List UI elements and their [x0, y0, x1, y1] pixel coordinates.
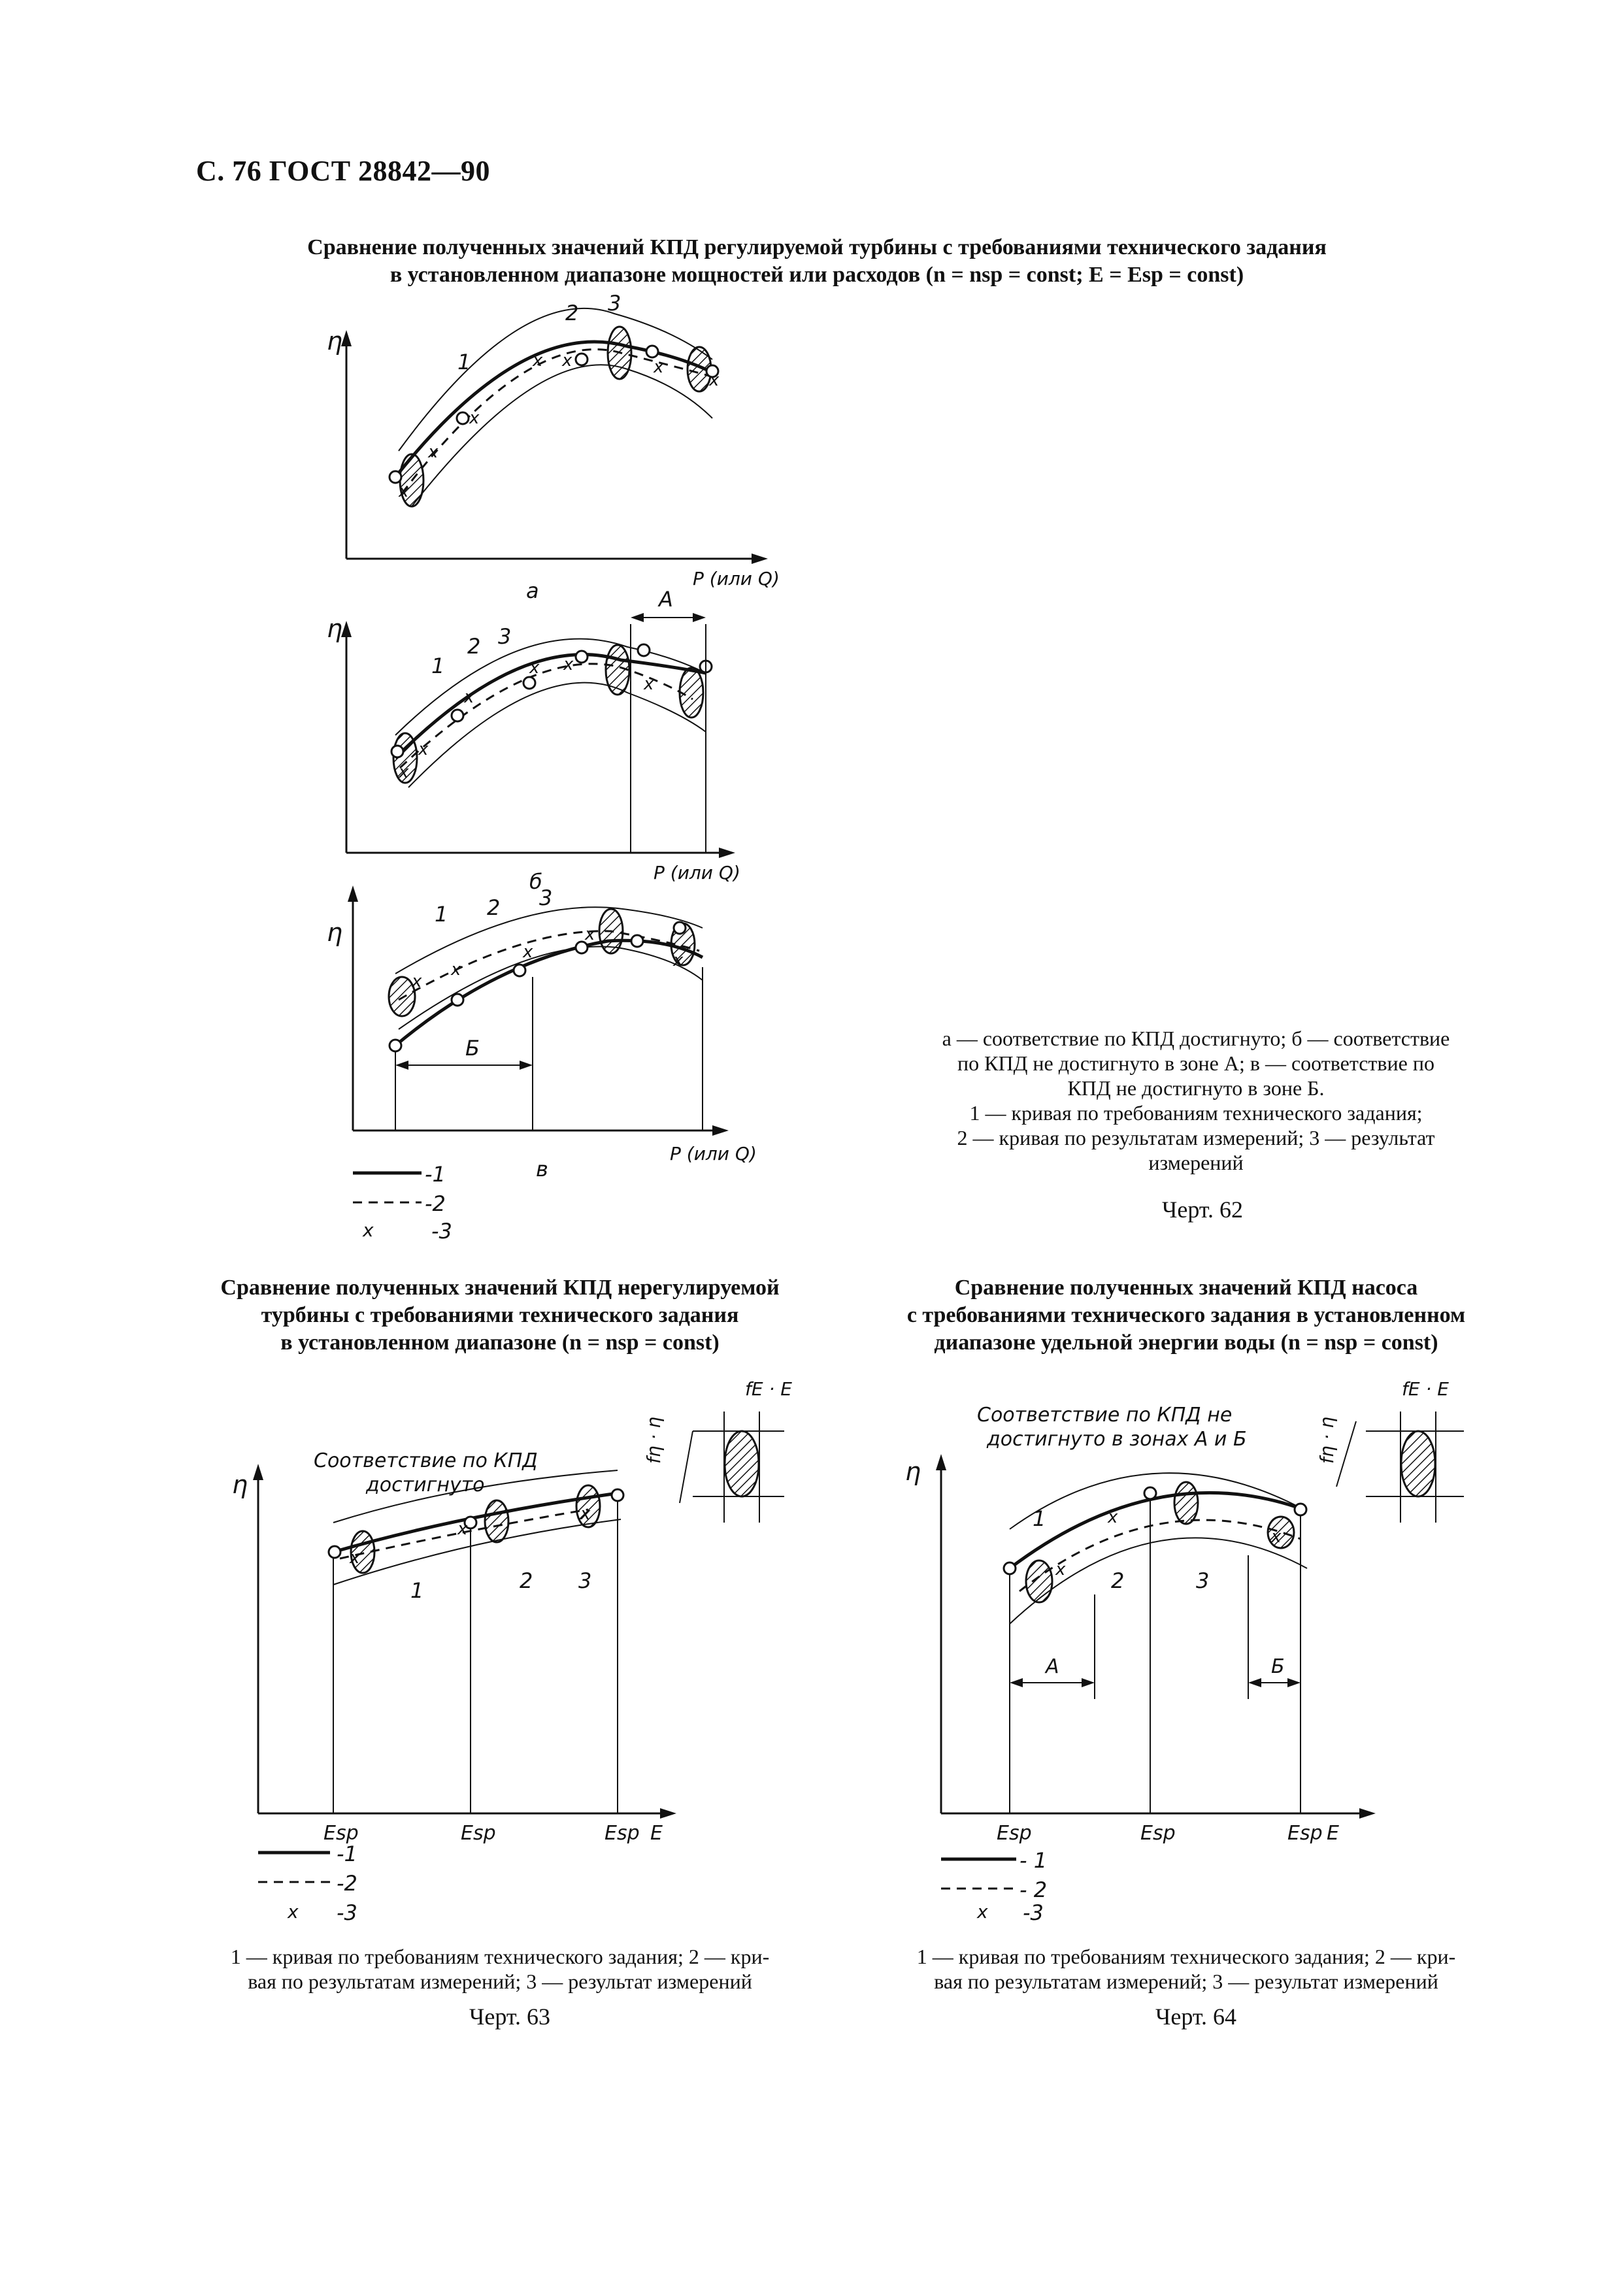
- fig64-title: Сравнение полученных значений КПД насоса с требованиями технического задания в установленном диапазоне удельной энергии воды (n = nsp = const): [906, 1276, 1466, 1355]
- svg-text:x: x: [563, 655, 574, 674]
- fig62-caption: а — соответствие по КПД достигнуто; б — соответствие по КПД не достигнуто в зоне А; в — соответствие по КПД не достигнуто в зоне Б. 1 — кривая по требованиям технического задания; 2 — кривая по результатам измерений; 3 — результат измерений: [942, 1027, 1450, 1174]
- fig63-title: Сравнение полученных значений КПД нерегулируемой турбины с требованиями технического задания в установленном диапазоне (n = nsp = const): [220, 1276, 780, 1355]
- svg-text:x: x: [654, 357, 664, 377]
- svg-text:x: x: [412, 972, 422, 991]
- svg-text:E: E: [650, 1822, 663, 1845]
- svg-text:η: η: [232, 1470, 248, 1499]
- svg-text:Esp: Esp: [323, 1822, 359, 1845]
- svg-text:- 1: - 1: [1019, 1848, 1048, 1873]
- svg-text:x: x: [464, 687, 474, 707]
- svg-text:-3: -3: [1023, 1900, 1044, 1925]
- svg-text:x: x: [977, 1901, 988, 1923]
- svg-text:Esp: Esp: [461, 1822, 496, 1845]
- svg-text:-2: -2: [425, 1191, 446, 1216]
- svg-text:- 2: - 2: [1019, 1877, 1048, 1902]
- svg-text:2: 2: [467, 634, 481, 659]
- svg-text:x: x: [562, 351, 572, 371]
- svg-text:E: E: [1327, 1822, 1339, 1845]
- svg-text:б: б: [529, 869, 542, 894]
- svg-text:x: x: [1108, 1508, 1118, 1527]
- svg-text:η: η: [327, 918, 343, 947]
- svg-text:-3: -3: [431, 1219, 452, 1244]
- svg-text:3: 3: [498, 624, 512, 649]
- fig62-title-line1: Сравнение полученных значений КПД регулируемой турбины с требованиями технического задания: [307, 235, 1327, 259]
- svg-text:x: x: [428, 442, 439, 462]
- fig63-chert: Черт. 63: [469, 2004, 550, 2030]
- svg-text:fE · E: fE · E: [745, 1378, 792, 1400]
- svg-text:3: 3: [539, 885, 553, 910]
- fig62-title-line2: в установленном диапазоне мощностей или расходов (n = nsp = const; E = Esp = const): [389, 263, 1244, 287]
- svg-text:Соответствие по КПД: Соответствие по КПД: [314, 1449, 538, 1472]
- svg-text:3: 3: [1196, 1568, 1210, 1593]
- svg-text:1: 1: [435, 902, 448, 927]
- svg-text:Esp: Esp: [997, 1822, 1032, 1845]
- svg-text:достигнуто: достигнуто: [366, 1474, 485, 1496]
- svg-text:Esp: Esp: [1287, 1822, 1323, 1845]
- svg-text:2: 2: [565, 301, 579, 325]
- svg-text:x: x: [288, 1901, 299, 1923]
- svg-text:А: А: [1046, 1655, 1059, 1678]
- svg-text:x: x: [533, 351, 543, 371]
- svg-text:x: x: [451, 960, 461, 980]
- svg-text:fη · η: fη · η: [643, 1416, 665, 1464]
- svg-text:-2: -2: [337, 1871, 357, 1896]
- svg-text:-3: -3: [337, 1900, 357, 1925]
- svg-text:x: x: [469, 408, 480, 428]
- svg-text:-1: -1: [337, 1841, 357, 1866]
- svg-text:3: 3: [578, 1568, 592, 1593]
- svg-text:x: x: [529, 658, 540, 678]
- svg-text:2: 2: [487, 895, 501, 920]
- zone-a-label: А: [659, 587, 673, 612]
- page-header: С. 76 ГОСТ 28842—90: [196, 155, 491, 187]
- svg-text:x: x: [709, 371, 720, 390]
- svg-text:достигнуто в зонах А и Б: достигнуто в зонах А и Б: [987, 1428, 1247, 1451]
- svg-text:x: x: [1055, 1560, 1066, 1579]
- svg-text:x: x: [673, 951, 684, 970]
- svg-text:Соответствие по КПД не: Соответствие по КПД не: [977, 1404, 1233, 1427]
- svg-text:fE · E: fE · E: [1402, 1378, 1449, 1400]
- svg-text:x: x: [350, 1548, 360, 1568]
- svg-text:fη · η: fη · η: [1316, 1416, 1338, 1464]
- svg-text:x: x: [399, 482, 409, 501]
- svg-text:в: в: [536, 1157, 548, 1181]
- svg-text:2: 2: [1111, 1568, 1125, 1593]
- svg-text:x: x: [418, 740, 429, 759]
- svg-text:P (или Q): P (или Q): [654, 862, 740, 883]
- zone-b-label: Б: [465, 1036, 480, 1061]
- svg-text:x: x: [1271, 1527, 1282, 1547]
- fig64-caption: 1 — кривая по требованиям технического задания; 2 — кри- вая по результатам измерений; 3 — результат измерений: [916, 1945, 1456, 1993]
- svg-text:1: 1: [457, 350, 471, 374]
- fig63-caption: 1 — кривая по требованиям технического задания; 2 — кри- вая по результатам измерений; 3 — результат измерений: [230, 1945, 770, 1993]
- svg-text:x: x: [399, 763, 409, 782]
- svg-text:x: x: [523, 942, 533, 962]
- svg-text:η: η: [905, 1457, 921, 1486]
- svg-text:1: 1: [431, 653, 445, 678]
- svg-text:P (или Q): P (или Q): [670, 1143, 757, 1164]
- svg-text:x: x: [644, 674, 654, 694]
- svg-text:Esp: Esp: [1140, 1822, 1176, 1845]
- svg-text:Esp: Esp: [605, 1822, 640, 1845]
- svg-text:3: 3: [608, 291, 621, 316]
- svg-text:η: η: [327, 614, 343, 643]
- svg-text:-1: -1: [425, 1162, 446, 1187]
- subplot-label: а: [526, 578, 539, 603]
- svg-text:x: x: [585, 925, 595, 944]
- svg-text:1: 1: [1033, 1506, 1046, 1531]
- fig64-chert: Черт. 64: [1155, 2004, 1236, 2030]
- svg-text:2: 2: [520, 1568, 533, 1593]
- svg-text:x: x: [580, 1504, 591, 1524]
- svg-text:1: 1: [410, 1578, 424, 1603]
- svg-text:Б: Б: [1271, 1655, 1285, 1678]
- svg-text:x: x: [457, 1519, 468, 1539]
- x-label: P (или Q): [693, 568, 780, 589]
- eta-label: η: [327, 327, 343, 355]
- fig62-chert: Черт. 62: [1162, 1197, 1243, 1223]
- svg-text:x: x: [363, 1219, 374, 1241]
